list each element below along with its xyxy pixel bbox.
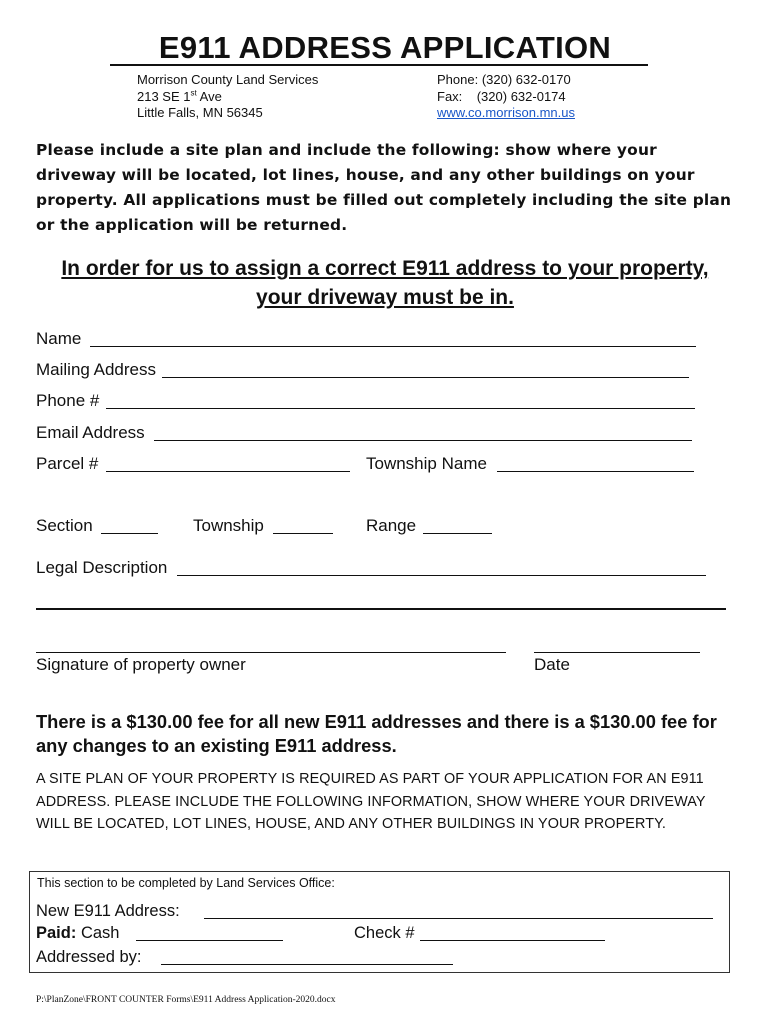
fee-statement: There is a $130.00 fee for all new E911 addresses and there is a $130.00 fee for any changes to an existing E911 address. bbox=[36, 711, 717, 756]
date-label: Date bbox=[534, 655, 570, 674]
township-name-label: Township Name bbox=[366, 454, 487, 473]
signature-field[interactable] bbox=[36, 652, 506, 653]
phone-label: Phone # bbox=[36, 391, 100, 410]
check-label: Check # bbox=[354, 924, 415, 942]
page-title: E911 ADDRESS APPLICATION bbox=[158, 30, 612, 65]
new-address-label: New E911 Address: bbox=[36, 902, 180, 920]
legal-description-label: Legal Description bbox=[36, 558, 168, 577]
office-use-note: This section to be completed by Land Services Office: bbox=[37, 876, 335, 890]
email-label: Email Address bbox=[36, 423, 145, 442]
email-field[interactable] bbox=[154, 440, 692, 441]
mailing-address-label: Mailing Address bbox=[36, 360, 157, 379]
mailing-address-field[interactable] bbox=[162, 377, 689, 378]
office-street-end: Ave bbox=[196, 88, 222, 104]
office-website-link[interactable]: www.co.morrison.mn.us bbox=[437, 105, 575, 120]
paid-label: Paid: bbox=[36, 924, 77, 942]
parcel-label: Parcel # bbox=[36, 454, 99, 473]
parcel-field[interactable] bbox=[106, 471, 350, 472]
township-field[interactable] bbox=[273, 533, 333, 534]
date-field[interactable] bbox=[534, 652, 700, 653]
name-label: Name bbox=[36, 329, 82, 348]
file-path-footer: P:\PlanZone\FRONT COUNTER Forms\E911 Address Application-2020.docx bbox=[36, 995, 336, 1005]
phone-field[interactable] bbox=[106, 408, 695, 409]
section-field[interactable] bbox=[101, 533, 158, 534]
legal-description-field-line-2[interactable] bbox=[36, 608, 726, 610]
section-label: Section bbox=[36, 516, 93, 535]
range-label: Range bbox=[366, 516, 417, 535]
office-use-section bbox=[29, 871, 730, 973]
office-phone: Phone: (320) 632-0170 bbox=[437, 72, 571, 87]
cash-label: Cash bbox=[80, 924, 120, 942]
office-street-suffix: st bbox=[190, 88, 197, 98]
office-street bbox=[137, 89, 318, 106]
office-contact-block bbox=[437, 72, 575, 122]
site-plan-requirement: A SITE PLAN OF YOUR PROPERTY IS REQUIRED AS PART OF YOUR APPLICATION FOR AN E911 ADDRESS. PLEASE INCLUDE THE FOLLOWING INFORMATION, SHOW WHERE YOUR DRIVEWAY WILL BE LOCATED, LOT LINES, HOUSE, AND ANY OTHER BUILDINGS IN YOUR PROPERTY. bbox=[36, 771, 706, 832]
signature-label: Signature of property owner bbox=[36, 655, 246, 674]
cash-field[interactable] bbox=[136, 940, 283, 941]
driveway-notice: In order for us to assign a correct E911 address to your property, your driveway must be in. bbox=[61, 257, 709, 309]
new-address-field[interactable] bbox=[204, 918, 713, 919]
office-fax: Fax: (320) 632-0174 bbox=[437, 88, 566, 104]
office-address-block bbox=[137, 72, 318, 122]
office-name: Morrison County Land Services bbox=[137, 72, 319, 87]
check-field[interactable] bbox=[420, 940, 605, 941]
township-name-field[interactable] bbox=[497, 471, 694, 472]
intro-instructions: Please include a site plan and include the following: show where your driveway will be located, lot lines, house, and any other buildings on your property. All applications must be filled out completely including the site plan or the application will be returned. bbox=[36, 141, 732, 234]
addressed-by-label: Addressed by: bbox=[36, 948, 142, 966]
township-label: Township bbox=[193, 516, 264, 535]
legal-description-field[interactable] bbox=[177, 575, 706, 576]
paid-row bbox=[36, 922, 119, 944]
range-field[interactable] bbox=[423, 533, 492, 534]
addressed-by-field[interactable] bbox=[161, 964, 453, 965]
title-underline bbox=[110, 64, 648, 66]
name-field[interactable] bbox=[90, 346, 696, 347]
office-city: Little Falls, MN 56345 bbox=[137, 105, 263, 120]
office-street-prefix: 213 SE 1 bbox=[137, 88, 191, 104]
